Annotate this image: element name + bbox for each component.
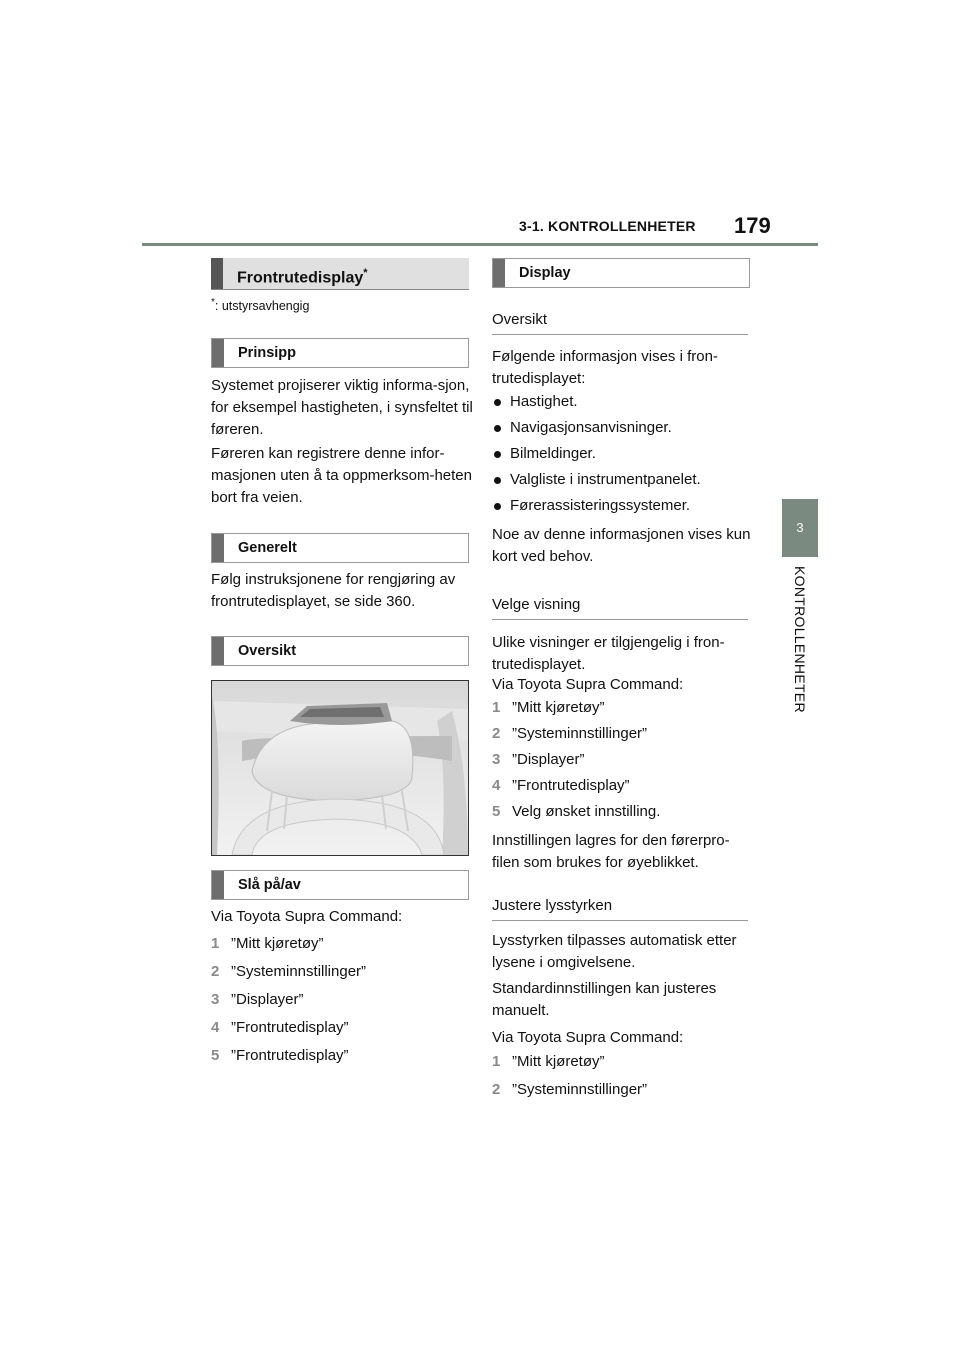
head-up-display-illustration [211, 680, 469, 856]
generelt-paragraph: Følg instruksjonene for rengjøring av frontrutedisplayet, se side 360. [211, 571, 456, 610]
info-bullet-list [492, 391, 701, 517]
justere-paragraph-2: Standardinnstillingen kan justeres manuelt. [492, 980, 717, 1019]
list-item: 1 ”Mitt kjøretøy” [211, 935, 324, 952]
prinsipp-heading-label: Prinsipp [238, 345, 297, 361]
footnote-text: : utstyrsavhengig [214, 299, 310, 314]
list-item: 5 ”Frontrutedisplay” [211, 1047, 349, 1064]
sla-pa-av-heading-label: Slå på/av [238, 877, 301, 893]
list-item: Førerassisteringssystemer. [492, 495, 701, 517]
header-rule [142, 243, 818, 246]
oversikt-heading [211, 636, 469, 666]
velge-paragraph-1: Ulike visninger er tilgjengelig i fron-trutedisplayet. [492, 634, 725, 673]
velge-intro: Via Toyota Supra Command: [492, 676, 684, 693]
oversikt-heading-label: Oversikt [238, 643, 297, 659]
section-title: 3-1. KONTROLLENHETER [519, 218, 696, 234]
prinsipp-paragraph-2: Føreren kan registrere denne infor-masjonen uten å ta oppmerksom-heten bort fra veien. [211, 445, 472, 506]
prinsipp-heading [211, 338, 469, 368]
list-item: Hastighet. [492, 391, 701, 413]
list-item: 4 ”Frontrutedisplay” [492, 777, 630, 794]
list-item: 3 ”Displayer” [211, 991, 304, 1008]
list-item: Valgliste i instrumentpanelet. [492, 469, 701, 491]
main-title-text: Frontrutedisplay [237, 269, 364, 287]
main-title-mark: * [363, 267, 368, 279]
list-item: Bilmeldinger. [492, 443, 701, 465]
chapter-tab[interactable]: 3 [782, 499, 818, 557]
oversikt-paragraph-2: Noe av denne informasjonen vises kun kort ved behov. [492, 526, 751, 565]
dashboard-image [212, 681, 468, 855]
oversikt-paragraph-1: Følgende informasjon vises i fron-trutedisplayet: [492, 348, 718, 387]
list-item: 1 ”Mitt kjøretøy” [492, 699, 605, 716]
page-number: 179 [734, 213, 771, 238]
oversikt-subheading: Oversikt [492, 311, 748, 335]
footnote [211, 297, 309, 313]
sla-pa-av-heading [211, 870, 469, 900]
generelt-heading [211, 533, 469, 563]
footnote-mark: * [211, 297, 215, 308]
list-item: 3 ”Displayer” [492, 751, 585, 768]
list-item: 1 ”Mitt kjøretøy” [492, 1053, 605, 1070]
velge-steps-list [492, 697, 660, 823]
justere-steps-list [492, 1051, 647, 1101]
list-item: 2 ”Systeminnstillinger” [492, 725, 648, 742]
prinsipp-paragraph-1: Systemet projiserer viktig informa-sjon, for eksempel hastigheten, i synsfeltet til føreren. [211, 377, 473, 438]
display-heading-label: Display [519, 265, 571, 281]
justere-paragraph-1: Lysstyrken tilpasses automatisk etter lysene i omgivelsene. [492, 932, 737, 971]
velge-visning-subheading: Velge visning [492, 596, 748, 620]
display-heading [492, 258, 750, 288]
list-item: Navigasjonsanvisninger. [492, 417, 701, 439]
sla-steps-list [211, 933, 366, 1067]
velge-paragraph-2: Innstillingen lagres for den førerpro-filen som brukes for øyeblikket. [492, 832, 730, 871]
chapter-label: KONTROLLENHETER [792, 566, 808, 713]
main-section-heading [211, 258, 469, 290]
list-item: 5 Velg ønsket innstilling. [492, 803, 661, 820]
generelt-heading-label: Generelt [238, 540, 297, 556]
list-item: 2 ”Systeminnstillinger” [492, 1081, 648, 1098]
justere-lysstyrken-subheading: Justere lysstyrken [492, 897, 748, 921]
sla-intro: Via Toyota Supra Command: [211, 908, 403, 925]
list-item: 2 ”Systeminnstillinger” [211, 963, 367, 980]
list-item: 4 ”Frontrutedisplay” [211, 1019, 349, 1036]
justere-intro: Via Toyota Supra Command: [492, 1029, 684, 1046]
